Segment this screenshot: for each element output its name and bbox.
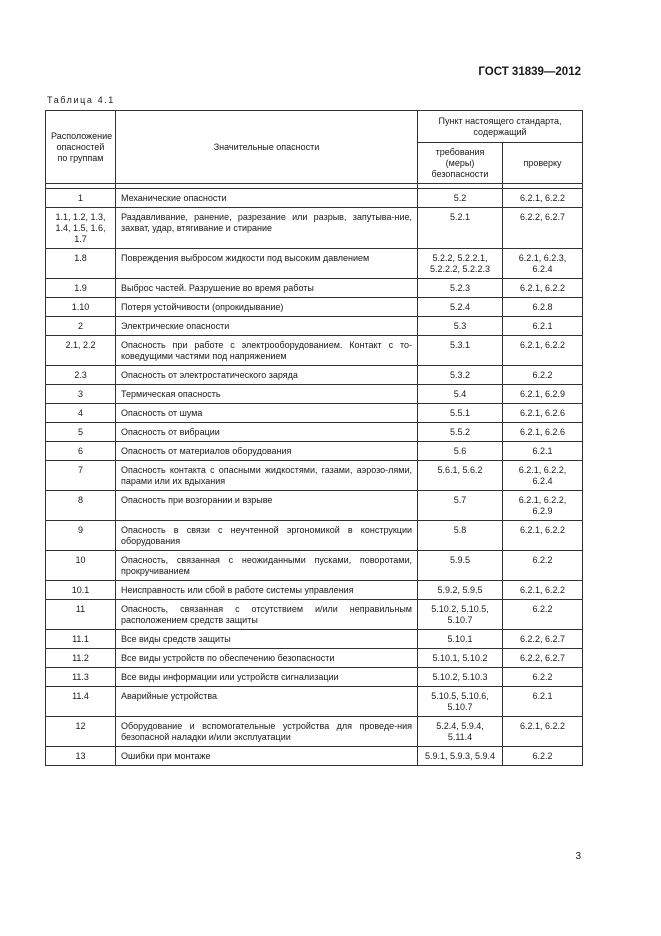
- page-number: 3: [575, 851, 581, 862]
- cell-hazard: Выброс частей. Разрушение во время работы: [116, 279, 418, 298]
- cell-hazard: Повреждения выбросом жидкости под высоким давлением: [116, 249, 418, 279]
- cell-hazard: Механические опасности: [116, 189, 418, 208]
- cell-location: 10: [46, 551, 116, 581]
- cell-requirements: 5.6.1, 5.6.2: [418, 461, 503, 491]
- cell-location: 1.9: [46, 279, 116, 298]
- cell-requirements: 5.8: [418, 521, 503, 551]
- cell-requirements: 5.10.2, 5.10.5, 5.10.7: [418, 600, 503, 630]
- cell-hazard: Опасность от материалов оборудования: [116, 442, 418, 461]
- cell-verification: 6.2.1, 6.2.2: [503, 717, 583, 747]
- cell-requirements: 5.9.5: [418, 551, 503, 581]
- table-header: [46, 111, 583, 189]
- cell-verification: 6.2.2: [503, 366, 583, 385]
- header-requirements: требования (меры) безопасности: [418, 143, 503, 184]
- cell-verification: 6.2.1, 6.2.2: [503, 279, 583, 298]
- cell-hazard: Термическая опасность: [116, 385, 418, 404]
- cell-hazard: Оборудование и вспомогательные устройства для проведе-ния безопасной наладки и/или эксплуатации: [116, 717, 418, 747]
- document-code: ГОСТ 31839—2012: [478, 66, 581, 78]
- table-row: [46, 442, 583, 461]
- cell-location: 11.4: [46, 687, 116, 717]
- table-row: [46, 668, 583, 687]
- table-row: [46, 208, 583, 249]
- cell-location: 10.1: [46, 581, 116, 600]
- cell-location: 2: [46, 317, 116, 336]
- cell-hazard: Опасность от вибрации: [116, 423, 418, 442]
- cell-requirements: 5.10.1, 5.10.2: [418, 649, 503, 668]
- cell-requirements: 5.10.5, 5.10.6, 5.10.7: [418, 687, 503, 717]
- cell-hazard: Ошибки при монтаже: [116, 747, 418, 766]
- cell-verification: 6.2.1, 6.2.2, 6.2.4: [503, 461, 583, 491]
- cell-verification: 6.2.2: [503, 600, 583, 630]
- cell-requirements: 5.5.1: [418, 404, 503, 423]
- cell-requirements: 5.6: [418, 442, 503, 461]
- cell-location: 7: [46, 461, 116, 491]
- cell-verification: 6.2.1, 6.2.6: [503, 423, 583, 442]
- cell-location: 1.8: [46, 249, 116, 279]
- cell-location: 8: [46, 491, 116, 521]
- table-row: [46, 385, 583, 404]
- cell-requirements: 5.9.2, 5.9.5: [418, 581, 503, 600]
- cell-verification: 6.2.2, 6.2.7: [503, 208, 583, 249]
- cell-location: 9: [46, 521, 116, 551]
- cell-verification: 6.2.1: [503, 687, 583, 717]
- table-row: [46, 317, 583, 336]
- cell-hazard: Опасность от электростатического заряда: [116, 366, 418, 385]
- table-row: [46, 687, 583, 717]
- cell-requirements: 5.2.4, 5.9.4, 5.11.4: [418, 717, 503, 747]
- table-row: [46, 189, 583, 208]
- cell-location: 3: [46, 385, 116, 404]
- cell-location: 11: [46, 600, 116, 630]
- cell-requirements: 5.2.2, 5.2.2.1, 5.2.2.2, 5.2.2.3: [418, 249, 503, 279]
- cell-requirements: 5.3.2: [418, 366, 503, 385]
- header-verification: проверку: [503, 143, 583, 184]
- cell-requirements: 5.4: [418, 385, 503, 404]
- header-location: Расположение опасностей по группам: [46, 111, 116, 184]
- table-row: [46, 404, 583, 423]
- cell-requirements: 5.9.1, 5.9.3, 5.9.4: [418, 747, 503, 766]
- cell-location: 4: [46, 404, 116, 423]
- hazards-table: [45, 110, 583, 766]
- cell-hazard: Потеря устойчивости (опрокидывание): [116, 298, 418, 317]
- cell-verification: 6.2.1: [503, 442, 583, 461]
- cell-location: 1: [46, 189, 116, 208]
- table-row: [46, 630, 583, 649]
- table-row: [46, 279, 583, 298]
- cell-location: 11.1: [46, 630, 116, 649]
- cell-location: 13: [46, 747, 116, 766]
- cell-hazard: Все виды устройств по обеспечению безопасности: [116, 649, 418, 668]
- table-row: [46, 423, 583, 442]
- cell-hazard: Опасность контакта с опасными жидкостями, газами, аэрозо-лями, парами или их вдыхания: [116, 461, 418, 491]
- cell-hazard: Все виды информации или устройств сигнализации: [116, 668, 418, 687]
- table-row: [46, 649, 583, 668]
- table-row: [46, 747, 583, 766]
- cell-verification: 6.2.1, 6.2.2: [503, 336, 583, 366]
- cell-location: 2.3: [46, 366, 116, 385]
- cell-requirements: 5.5.2: [418, 423, 503, 442]
- cell-hazard: Электрические опасности: [116, 317, 418, 336]
- cell-hazard: Опасность от шума: [116, 404, 418, 423]
- table-row: [46, 581, 583, 600]
- table-row: [46, 717, 583, 747]
- header-hazards: Значительные опасности: [116, 111, 418, 184]
- cell-location: 2.1, 2.2: [46, 336, 116, 366]
- table-row: [46, 551, 583, 581]
- cell-requirements: 5.3.1: [418, 336, 503, 366]
- table-row: [46, 336, 583, 366]
- table-caption: Таблица 4.1: [47, 95, 115, 105]
- cell-verification: 6.2.1, 6.2.2, 6.2.9: [503, 491, 583, 521]
- table-row: [46, 461, 583, 491]
- table-row: [46, 298, 583, 317]
- cell-verification: 6.2.1, 6.2.3, 6.2.4: [503, 249, 583, 279]
- cell-hazard: Опасность, связанная с неожиданными пусками, поворотами, прокручиванием: [116, 551, 418, 581]
- header-clause-group: Пункт настоящего стандарта, содержащий: [418, 111, 583, 143]
- cell-hazard: Опасность в связи с неучтенной эргономикой в конструкции оборудования: [116, 521, 418, 551]
- cell-verification: 6.2.1: [503, 317, 583, 336]
- cell-requirements: 5.2.3: [418, 279, 503, 298]
- cell-location: 5: [46, 423, 116, 442]
- cell-location: 6: [46, 442, 116, 461]
- cell-hazard: Аварийные устройства: [116, 687, 418, 717]
- cell-location: 1.10: [46, 298, 116, 317]
- cell-verification: 6.2.2, 6.2.7: [503, 630, 583, 649]
- cell-hazard: Опасность, связанная с отсутствием и/или неправильным расположением средств защиты: [116, 600, 418, 630]
- cell-verification: 6.2.1, 6.2.6: [503, 404, 583, 423]
- table-body: [46, 189, 583, 766]
- cell-verification: 6.2.1, 6.2.9: [503, 385, 583, 404]
- cell-requirements: 5.3: [418, 317, 503, 336]
- cell-verification: 6.2.2, 6.2.7: [503, 649, 583, 668]
- cell-hazard: Все виды средств защиты: [116, 630, 418, 649]
- cell-hazard: Неисправность или сбой в работе системы управления: [116, 581, 418, 600]
- cell-verification: 6.2.1, 6.2.2: [503, 521, 583, 551]
- cell-hazard: Раздавливание, ранение, разрезание или разрыв, запутыва-ние, захват, удар, втягивание и стирание: [116, 208, 418, 249]
- cell-requirements: 5.2: [418, 189, 503, 208]
- table-row: [46, 491, 583, 521]
- table-row: [46, 366, 583, 385]
- cell-verification: 6.2.1, 6.2.2: [503, 189, 583, 208]
- cell-verification: 6.2.8: [503, 298, 583, 317]
- table-row: [46, 600, 583, 630]
- cell-requirements: 5.10.2, 5.10.3: [418, 668, 503, 687]
- cell-hazard: Опасность при возгорании и взрыве: [116, 491, 418, 521]
- cell-requirements: 5.7: [418, 491, 503, 521]
- cell-requirements: 5.2.4: [418, 298, 503, 317]
- cell-location: 11.3: [46, 668, 116, 687]
- cell-location: 1.1, 1.2, 1.3, 1.4, 1.5, 1.6, 1.7: [46, 208, 116, 249]
- cell-requirements: 5.2.1: [418, 208, 503, 249]
- cell-verification: 6.2.2: [503, 551, 583, 581]
- cell-location: 12: [46, 717, 116, 747]
- cell-verification: 6.2.1, 6.2.2: [503, 581, 583, 600]
- cell-verification: 6.2.2: [503, 668, 583, 687]
- cell-verification: 6.2.2: [503, 747, 583, 766]
- cell-requirements: 5.10.1: [418, 630, 503, 649]
- table-row: [46, 521, 583, 551]
- cell-location: 11.2: [46, 649, 116, 668]
- table-row: [46, 249, 583, 279]
- cell-hazard: Опасность при работе с электрооборудованием. Контакт с то-коведущими частями под напряжением: [116, 336, 418, 366]
